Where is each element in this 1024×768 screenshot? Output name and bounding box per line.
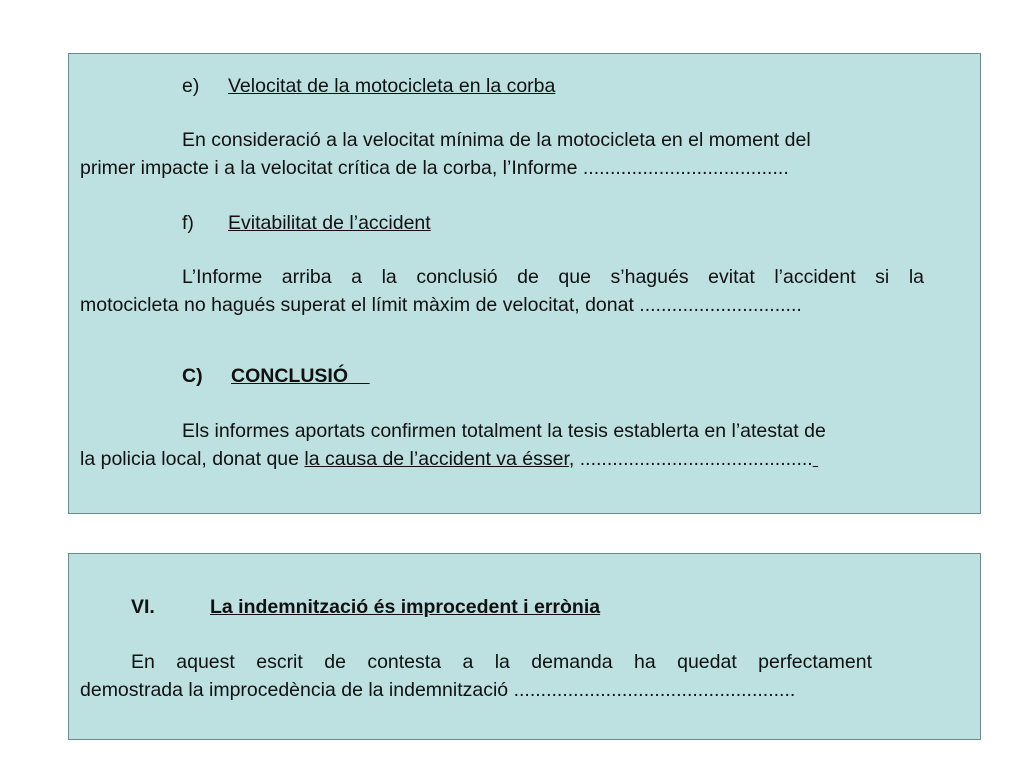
section-e-heading: Velocitat de la motocicleta en la corba — [228, 75, 556, 97]
section-vi-paragraph-line-1: En aquest escrit de contesta a la demanda ha quedat perfectament — [131, 651, 872, 673]
section-e-paragraph-line-1: En consideració a la velocitat mínima de la motocicleta en el moment del — [182, 129, 811, 151]
section-c-heading-text: CONCLUSIÓ — [231, 365, 348, 387]
section-vi-heading: La indemnització és improcedent i errònia — [210, 596, 601, 618]
section-vi-paragraph-line-2: demostrada la improcedència de la indemnització .................................................... — [80, 679, 796, 701]
section-c-heading — [231, 364, 370, 388]
section-f-paragraph-line-1: L’Informe arriba a la conclusió de que s’hagués evitat l’accident si la — [182, 266, 924, 288]
section-c-paragraph-line-1: Els informes aportats confirmen totalment la tesis establerta en l’atestat de — [182, 420, 826, 442]
section-f-paragraph-line-2: motocicleta no hagués superat el límit màxim de velocitat, donat .............................. — [80, 294, 802, 316]
section-c-marker: C) — [182, 365, 203, 387]
section-f-heading: Evitabilitat de l’accident — [228, 212, 431, 234]
section-c-paragraph-line-2-end: , ........................................... — [568, 448, 813, 470]
section-c-heading-underline-tail — [348, 365, 370, 387]
section-c-paragraph-line-2-start: la policia local, donat que — [80, 448, 305, 470]
section-e-marker: e) — [182, 75, 200, 97]
section-f-marker: f) — [182, 212, 194, 234]
text-box-section-vi — [68, 553, 981, 740]
section-c-trailing-underline — [813, 448, 818, 470]
section-c-paragraph-line-2 — [80, 447, 818, 471]
section-vi-marker: VI. — [131, 596, 155, 618]
section-e-paragraph-line-2: primer impacte i a la velocitat crítica de la corba, l’Informe ...................................... — [80, 157, 789, 179]
text-box-sections-e-f-c — [68, 53, 981, 514]
section-c-accident-cause-phrase: la causa de l’accident va ésser — [304, 448, 569, 470]
